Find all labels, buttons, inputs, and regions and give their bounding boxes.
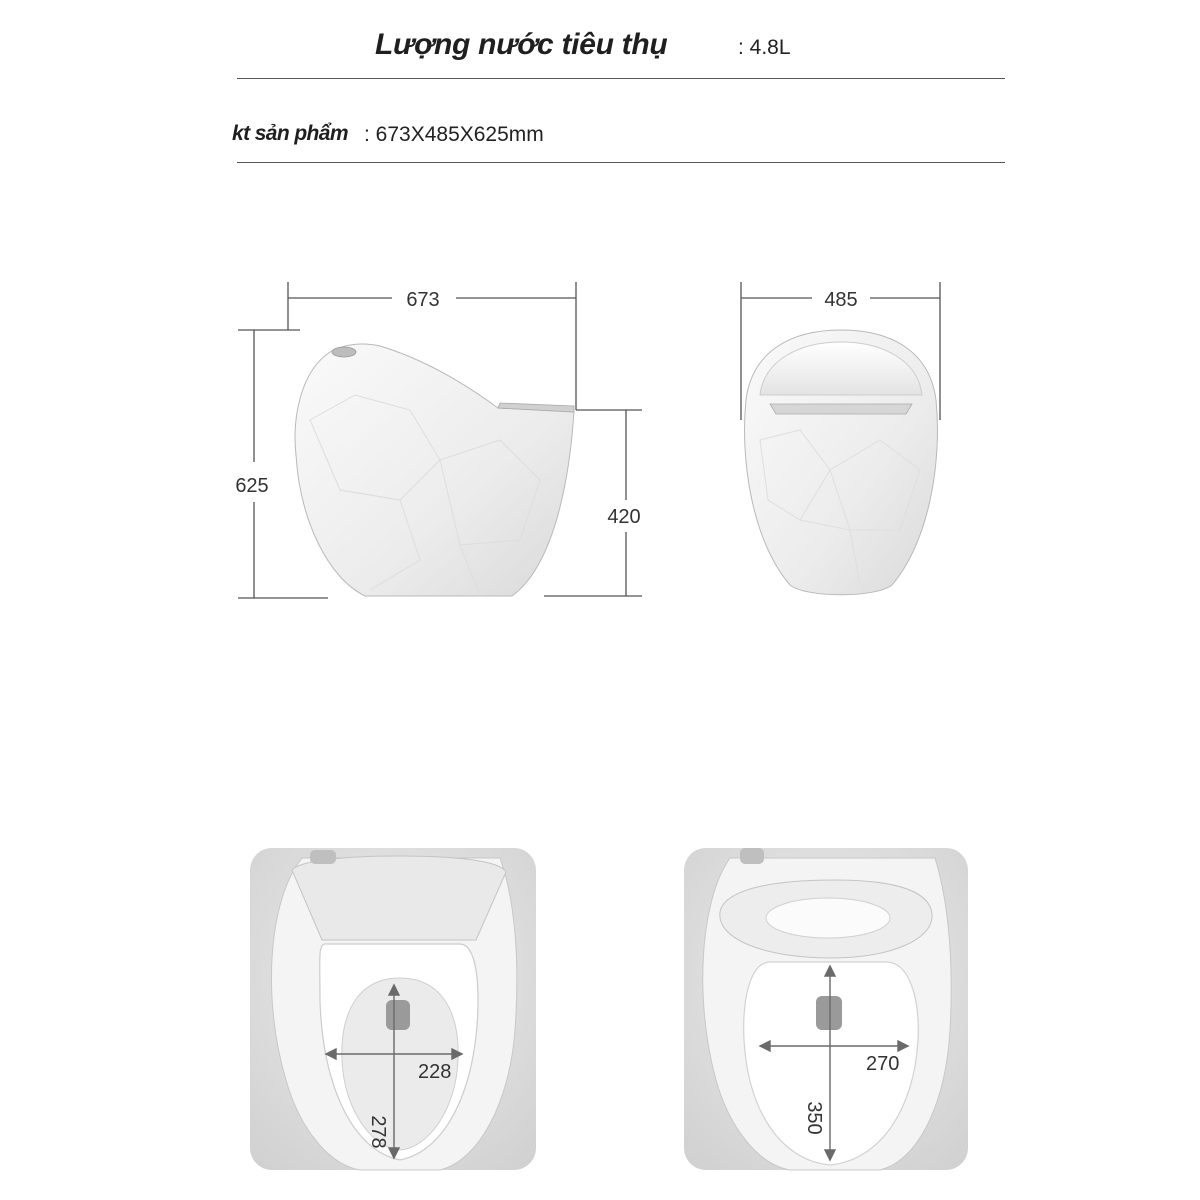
product-size-value: : 673X485X625mm xyxy=(364,123,544,146)
photo-left-width-label: 228 xyxy=(418,1061,452,1083)
water-consumption-label: Lượng nước tiêu thụ xyxy=(375,28,668,61)
photo-right-width-label: 270 xyxy=(866,1053,900,1075)
photo-right-seat-raised xyxy=(684,848,968,1170)
photo-left-depth-label: 278 xyxy=(367,1115,389,1149)
side-width-label: 673 xyxy=(406,289,440,311)
product-size-label: kt sản phẩm xyxy=(232,122,348,145)
photo-left-seat-open xyxy=(250,848,536,1170)
side-toilet-body xyxy=(295,344,574,596)
flush-button-icon xyxy=(332,347,356,357)
flush-button-icon xyxy=(740,848,764,864)
photo-right-depth-label: 350 xyxy=(803,1101,825,1135)
side-seat-height-label: 420 xyxy=(607,506,641,528)
front-width-label: 485 xyxy=(824,289,858,311)
flush-button-icon xyxy=(310,850,336,864)
front-view-drawing xyxy=(741,282,940,595)
side-view-drawing xyxy=(235,282,642,598)
front-seat-lid xyxy=(770,404,912,414)
water-consumption-value: : 4.8L xyxy=(738,36,791,59)
side-height-label: 625 xyxy=(235,475,269,497)
